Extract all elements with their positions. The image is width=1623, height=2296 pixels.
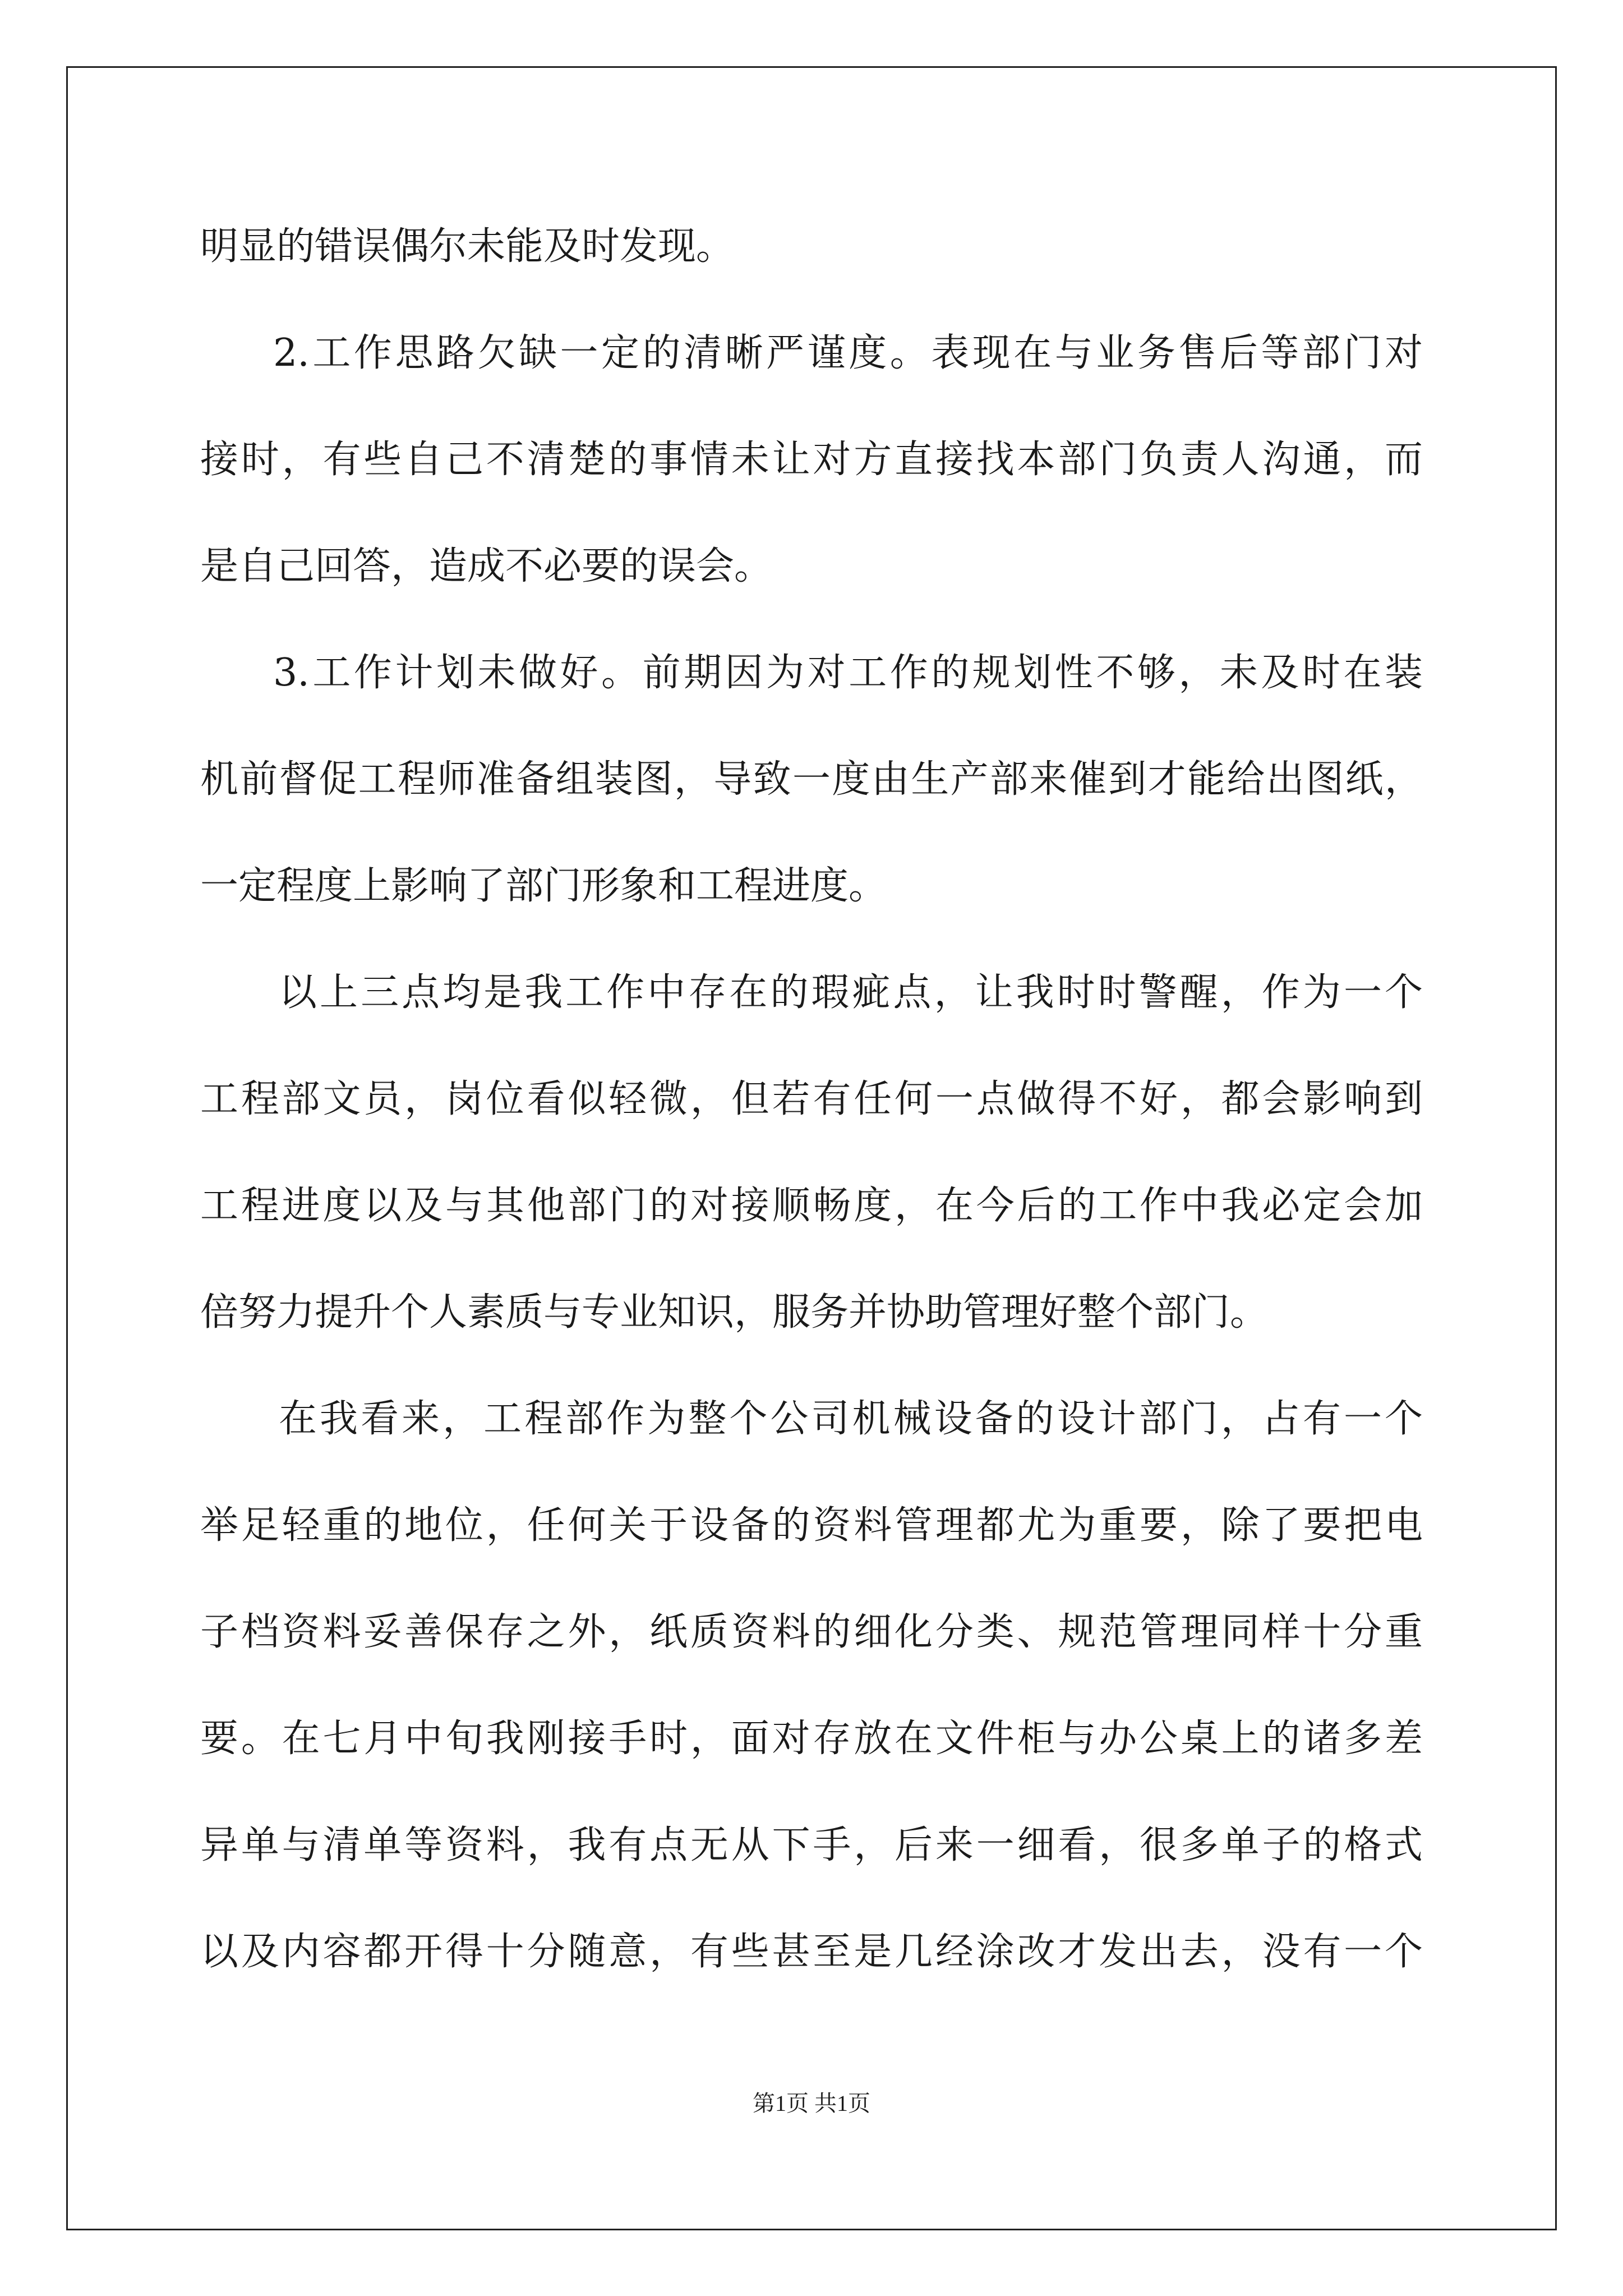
text-line: 举足轻重的地位，任何关于设备的资料管理都尤为重要，除了要把电 — [200, 1503, 1423, 1548]
text-line: 异单与清单等资料，我有点无从下手，后来一细看，很多单子的格式 — [200, 1823, 1423, 1867]
paragraph-3-line: 3.工作计划未做好。前期因为对工作的规划性不够，未及时在装 — [273, 651, 1423, 695]
text-line: 是自己回答，造成不必要的误会。 — [200, 544, 773, 588]
text-line: 工程进度以及与其他部门的对接顺畅度，在今后的工作中我必定会加 — [200, 1184, 1423, 1228]
text-line: 倍努力提升个人素质与专业知识，服务并协助管理好整个部门。 — [200, 1290, 1269, 1335]
paragraph-2-line: 2.工作思路欠缺一定的清晰严谨度。表现在与业务售后等部门对 — [273, 331, 1423, 375]
text-line: 机前督促工程师准备组装图，导致一度由生产部来催到才能给出图纸， — [200, 757, 1423, 802]
page-number-footer: 第1页 共1页 — [753, 2091, 870, 2116]
text-line: 明显的错误偶尔未能及时发现。 — [200, 224, 735, 269]
page-border — [66, 66, 1557, 2230]
paragraph-summary-line: 以上三点均是我工作中存在的瑕疵点，让我时时警醒，作为一个 — [279, 970, 1423, 1015]
text-line: 一定程度上影响了部门形象和工程进度。 — [200, 864, 887, 908]
text-line: 接时，有些自己不清楚的事情未让对方直接找本部门负责人沟通，而 — [200, 438, 1423, 482]
text-line: 要。在七月中旬我刚接手时，面对存放在文件柜与办公桌上的诸多差 — [200, 1717, 1423, 1761]
text-line: 工程部文员，岗位看似轻微，但若有任何一点做得不好，都会影响到 — [200, 1077, 1423, 1121]
text-line: 以及内容都开得十分随意，有些甚至是几经涂改才发出去，没有一个 — [200, 1930, 1423, 1974]
text-line: 子档资料妥善保存之外，纸质资料的细化分类、规范管理同样十分重 — [200, 1610, 1423, 1654]
paragraph-view-line: 在我看来，工程部作为整个公司机械设备的设计部门，占有一个 — [279, 1397, 1423, 1441]
